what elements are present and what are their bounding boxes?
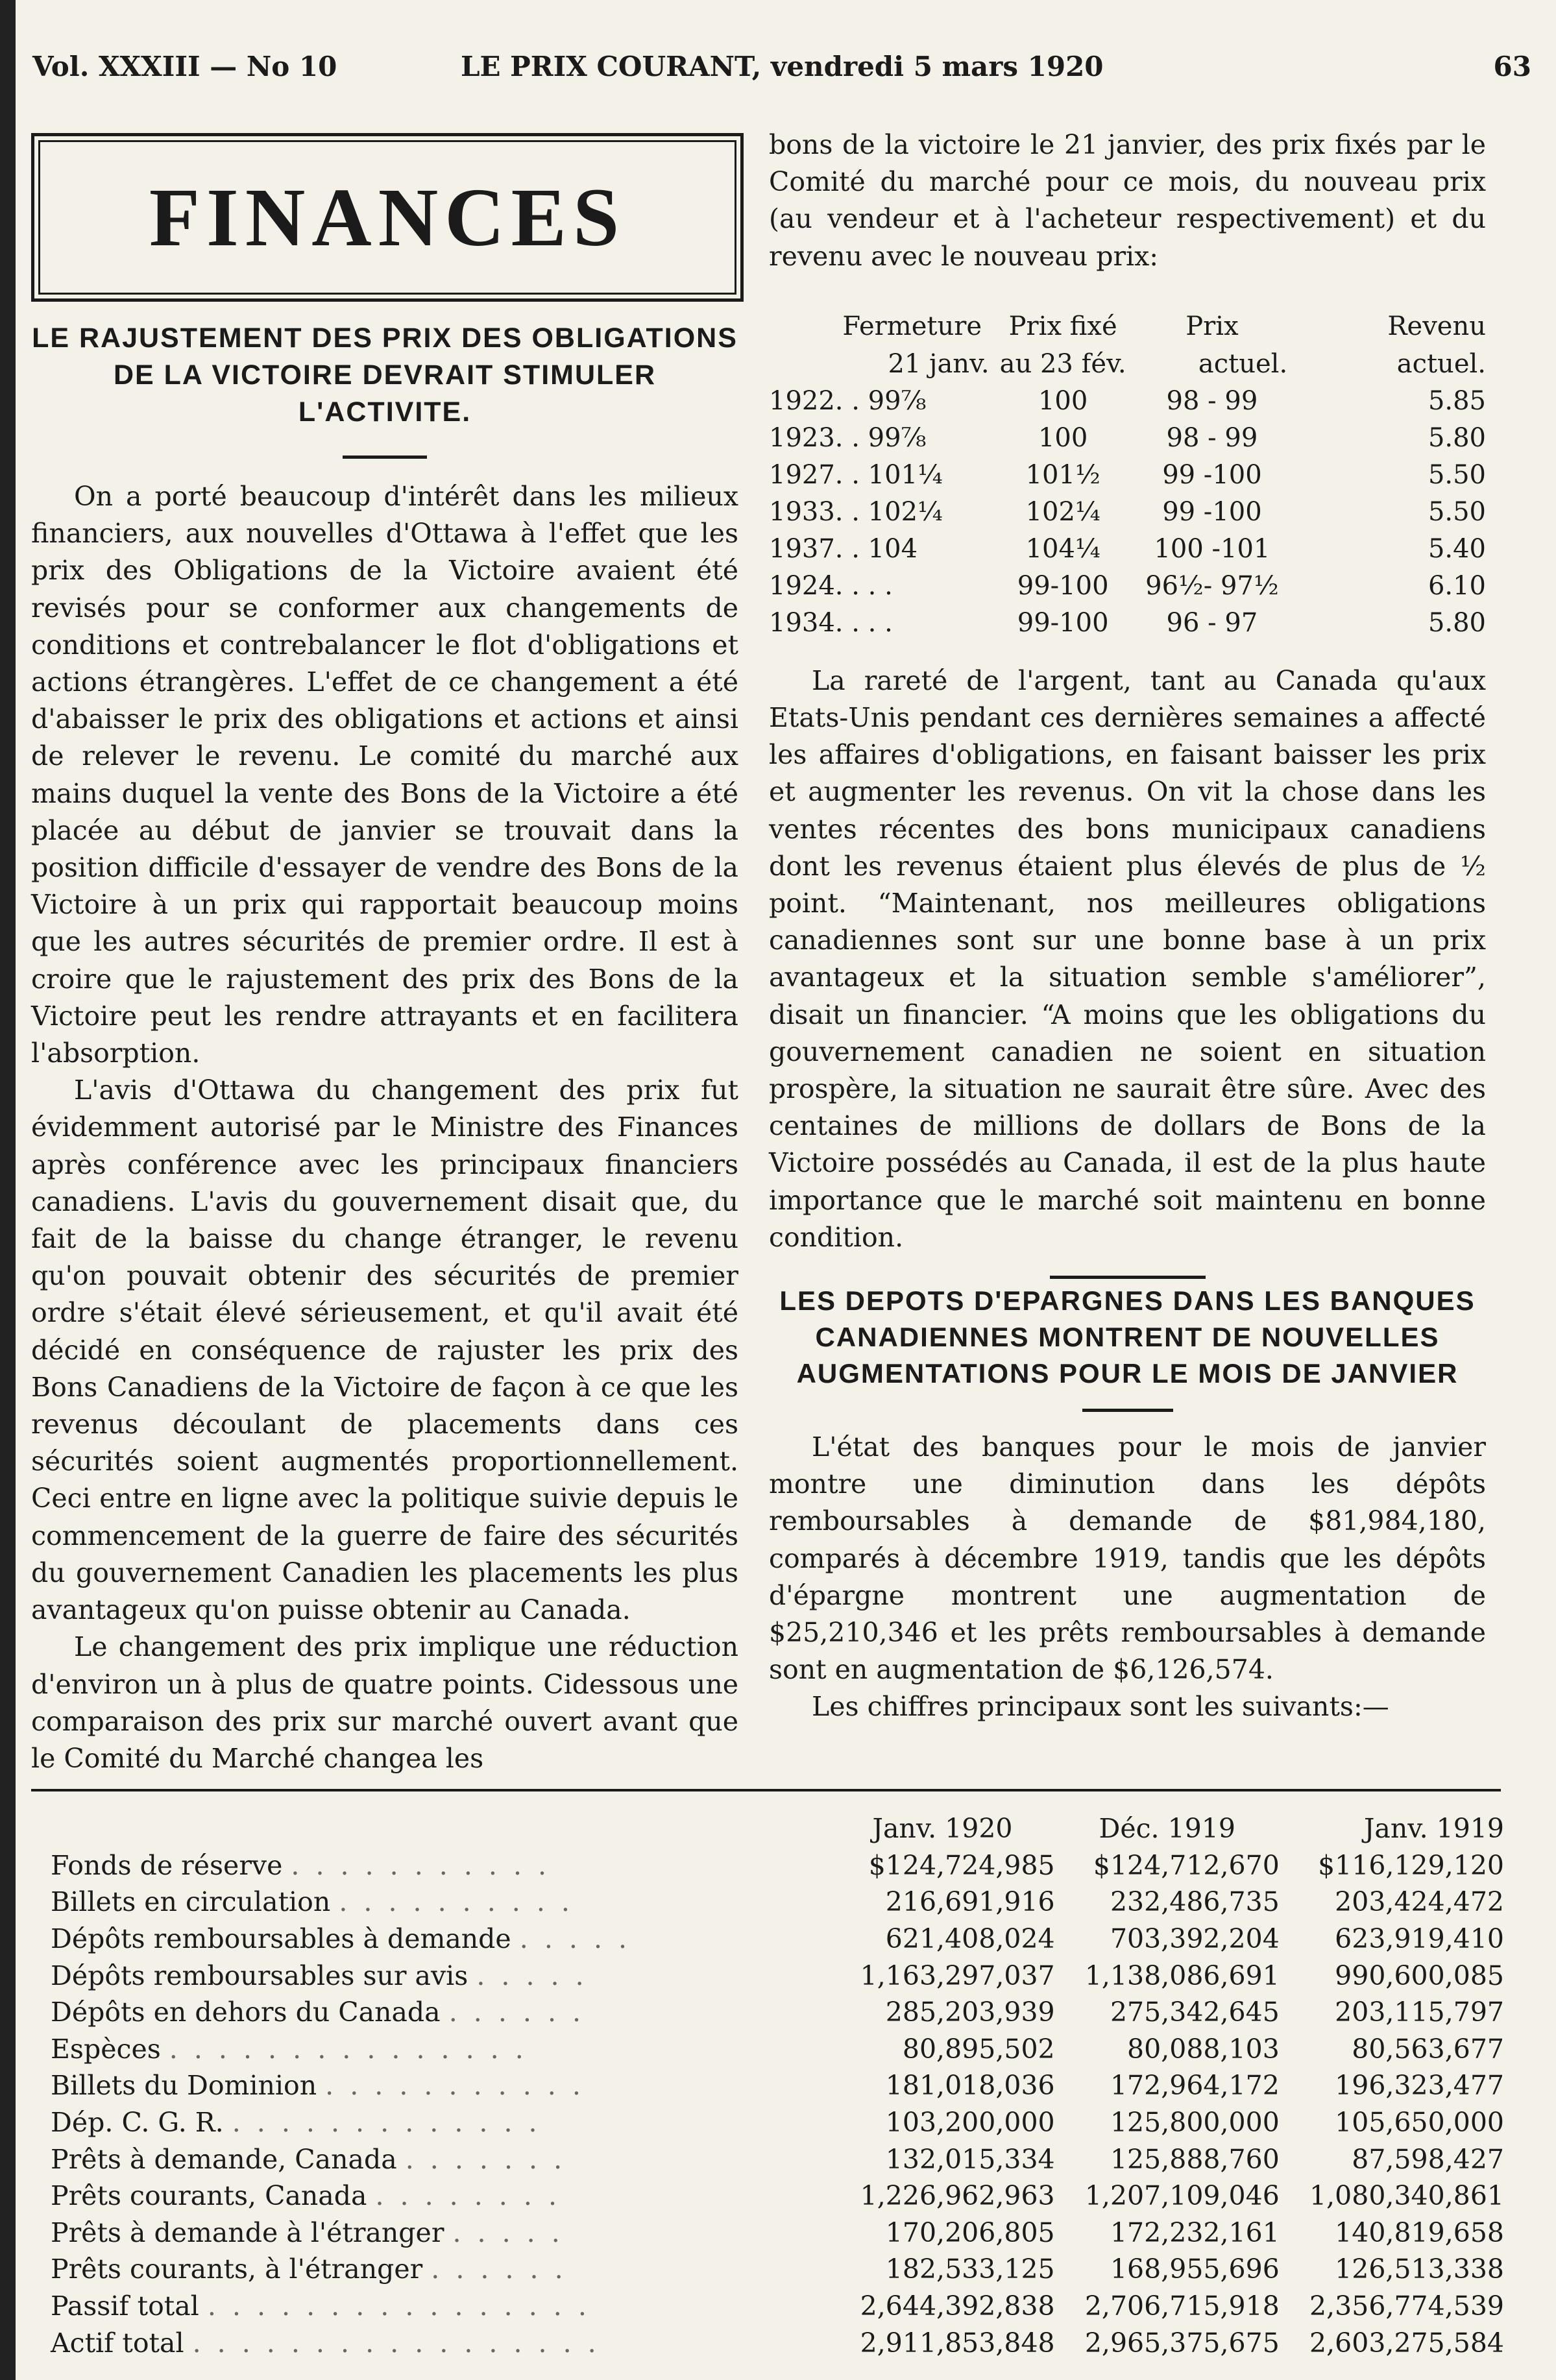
close-price: 101¼ [868,460,943,491]
table-row: Dép. C. G. R. . . . . . . . . . . . . . 103,200,000 125,800,000 105,650,000 [51,2104,1504,2141]
current-price: 100 -101 [1154,534,1270,565]
current-price: 98 - 99 [1166,423,1258,454]
cell-jan-1920: 1,163,297,037 [860,1960,1055,1991]
cell-jan-1919: 203,115,797 [1335,1997,1504,2028]
left-column [31,133,738,1777]
bond-year: 1933 [769,497,835,528]
col-header: Prix fixé [1008,311,1117,341]
section-banner [31,133,744,302]
victory-bond-price-table [769,308,1486,642]
article2-intro: Les chiffres principaux sont les suivants:— [812,1691,1389,1723]
row-label: Billets en circulation [51,1886,331,1918]
cell-jan-1919: 196,323,477 [1335,2070,1504,2102]
article2-paragraph: L'état des banques pour le mois de janvier montre une diminution dans les dépôts remboursables à demande de $81,984,180, comparés à décembre 1919, tandis que les dépôts d'épargne montrent une augmentation de $25,210,346 et les prêts remboursables à demande sont en augmentation de $6,126,574. [769,1431,1486,1686]
table-row [769,568,1486,605]
cell-jan-1919: 105,650,000 [1335,2107,1504,2139]
divider [343,455,427,459]
table-top-rule [31,1789,1501,1791]
table-row [769,457,1486,494]
table-row: Actif total . . . . . . . . . . . . . . . . . 2,911,853,848 2,965,375,675 2,603,275,584 [51,2324,1504,2361]
article1-paragraph: Le changement des prix implique une réduction d'environ un à plus de quatre points. Cidessous une comparaison des prix sur marché ouvert avant que le Comité du Marché changea les [31,1631,738,1774]
row-label: Billets du Dominion [51,2070,317,2102]
close-price: 99⅞ [868,423,927,454]
leader-dots: . . [834,497,860,528]
table-row: Dépôts en dehors du Canada . . . . . . 285,203,939 275,342,645 203,115,797 [51,1994,1504,2031]
cell-dec-1919: 703,392,204 [1110,1923,1280,1955]
publication-title: LE PRIX COURANT, vendredi 5 mars 1920 [461,51,1104,82]
table-row [769,420,1486,457]
cell-jan-1919: 140,819,658 [1335,2216,1504,2248]
row-label: Espèces [51,2033,161,2065]
cell-jan-1920: 2,911,853,848 [860,2327,1055,2359]
leader-dots: . . . . [834,571,893,601]
bond-year: 1934 [769,608,835,638]
current-yield: 5.50 [1428,460,1486,491]
cell-dec-1919: 172,232,161 [1110,2216,1280,2248]
current-price: 96½- 97½ [1145,571,1279,601]
row-label: Prêts à demande, Canada [51,2143,397,2175]
table-row: Espèces . . . . . . . . . . . . . . . 80,895,502 80,088,103 80,563,677 [51,2031,1504,2068]
row-label: Dépôts remboursables sur avis [51,1960,468,1991]
article1-paragraph: L'avis d'Ottawa du changement des prix fut évidemment autorisé par le Ministre des Finances après conférence avec les principaux financiers canadiens. L'avis du gouvernement disait que, du fait de la baisse du change étranger, le revenu qu'on pouvait obtenir des sécurités de premier ordre s'était élevé sérieusement, et qu'il avait été décidé en conséquence de rajuster les prix des Bons Canadiens de la Victoire de façon à ce que les revenus découlant de placements dans ces sécurités soient augmentés proportionnellement. Ceci entre en ligne avec la politique suivie depuis le commencement de la guerre de faire des sécurités du gouvernement Canadien les placements les plus avantageux qu'on puisse obtenir au Canada. [31,1075,738,1626]
cell-dec-1919: 125,888,760 [1110,2143,1280,2175]
leader-dots: . . . . [834,608,893,638]
bond-year: 1937 [769,534,835,565]
table-row: Dépôts remboursables à demande . . . . . 621,408,024 703,392,204 623,919,410 [51,1921,1504,1958]
row-label: Prêts courants, à l'étranger [51,2253,423,2285]
table-row: Billets en circulation . . . . . . . . . . 216,691,916 232,486,735 203,424,472 [51,1884,1504,1921]
cell-jan-1920: 1,226,962,963 [860,2180,1055,2212]
divider [1082,1409,1173,1412]
table-row: Prêts courants, à l'étranger . . . . . . 182,533,125 168,955,696 126,513,338 [51,2251,1504,2288]
cell-dec-1919: 1,138,086,691 [1084,1960,1280,1991]
leader-dots: . . [834,386,860,417]
section-title: FINANCES [149,171,626,263]
cell-jan-1919: 1,080,340,861 [1309,2180,1504,2212]
current-price: 99 -100 [1162,460,1262,491]
bank-statement-table [51,1810,1504,2361]
current-yield: 5.80 [1428,608,1486,638]
article1-closing-paragraph: La rareté de l'argent, tant au Canada qu'aux Etats-Unis pendant ces dernières semaines a affecté les affaires d'obligations, en faisant baisser les prix et augmenter les revenus. On vit la chose dans les ventes récentes des bons municipaux canadiens dont les revenus étaient plus élevés de plus de ½ point. “Maintenant, nos meilleures obligations canadiennes sont sur une bonne base à un prix avantageux et la situation semble s'améliorer”, disait un financier. “A moins que les obligations du gouvernement canadien ne soient en situation prospère, la situation ne saurait être sûre. Avec des centaines de millions de dollars de Bons de la Victoire possédés au Canada, il est de la plus haute importance que le marché soit maintenu en bonne condition. [769,664,1486,1253]
cell-jan-1919: 623,919,410 [1335,1923,1504,1955]
leader-dots: . . [834,423,860,454]
col-header: Prix [1185,311,1239,341]
cell-jan-1919: 87,598,427 [1352,2143,1504,2175]
cell-dec-1919: 275,342,645 [1110,1997,1280,2028]
cell-jan-1920: 80,895,502 [902,2033,1055,2065]
cell-dec-1919: 232,486,735 [1110,1886,1280,1918]
row-label: Prêts à demande à l'étranger [51,2216,444,2248]
cell-jan-1920: 182,533,125 [885,2253,1055,2285]
close-price: 104 [868,534,918,565]
col-subheader: actuel. [1198,348,1288,379]
cell-jan-1920: 132,015,334 [885,2143,1055,2175]
table-row: Prêts à demande à l'étranger . . . . . 170,206,805 172,232,161 140,819,658 [51,2215,1504,2252]
cell-dec-1919: 2,965,375,675 [1084,2327,1280,2359]
cell-jan-1919: 80,563,677 [1352,2033,1504,2065]
cell-dec-1919: 80,088,103 [1127,2033,1280,2065]
row-label: Dép. C. G. R. [51,2107,224,2139]
cell-jan-1920: 621,408,024 [885,1923,1055,1955]
fixed-price: 99-100 [1017,571,1109,601]
fixed-price: 104¼ [1025,534,1100,565]
volume-number: Vol. XXXIII — No 10 [32,51,337,82]
col-subheader: 21 janv. [888,348,990,379]
page-header [32,51,1531,90]
cell-dec-1919: 125,800,000 [1110,2107,1280,2139]
divider [1050,1276,1206,1279]
cell-dec-1919: 1,207,109,046 [1084,2180,1280,2212]
fixed-price: 100 [1038,423,1088,454]
article1-headline: LE RAJUSTEMENT DES PRIX DES OBLIGATIONS DE LA VICTOIRE DEVRAIT STIMULER L'ACTIVITE. [32,322,738,428]
cell-jan-1920: 170,206,805 [885,2216,1055,2248]
table-row [769,605,1486,642]
current-price: 98 - 99 [1166,386,1258,417]
bond-year: 1922 [769,386,835,417]
table-row: Dépôts remboursables sur avis . . . . . 1,163,297,037 1,138,086,691 990,600,085 [51,1957,1504,1994]
cell-jan-1919: 2,356,774,539 [1309,2290,1504,2322]
table-row [769,494,1486,531]
cell-jan-1920: 181,018,036 [885,2070,1055,2102]
table-row: Prêts courants, Canada . . . . . . . . 1,226,962,963 1,207,109,046 1,080,340,861 [51,2178,1504,2215]
fixed-price: 102¼ [1025,497,1100,528]
cell-jan-1920: 285,203,939 [885,1997,1055,2028]
fixed-price: 100 [1038,386,1088,417]
col-header: Déc. 1919 [1099,1813,1235,1845]
row-label: Dépôts en dehors du Canada [51,1997,441,2028]
fixed-price: 101½ [1025,460,1100,491]
close-price: 102¼ [868,497,943,528]
col-header: Janv. 1920 [872,1813,1013,1845]
cell-jan-1920: 2,644,392,838 [860,2290,1055,2322]
fixed-price: 99-100 [1017,608,1109,638]
article1-paragraph: On a porté beaucoup d'intérêt dans les milieux financiers, aux nouvelles d'Ottawa à l'effet que les prix des Obligations de la Victoire avaient été revisés pour se conformer aux changements de conditions et contrebalancer le flot d'obligations et actions étrangères. L'effet de ce changement a été d'abaisser le prix des obligations et actions et ainsi de relever le revenu. Le comité du marché aux mains duquel la vente des Bons de la Victoire a été placée au début de janvier se trouvait dans la position difficile d'essayer de vendre des Bons de la Victoire à un prix qui rapportait beaucoup moins que les autres sécurités de premier ordre. Il est à croire que le rajustement des prix des Bons de la Victoire peut les rendre attrayants et en facilitera l'absorption. [31,481,738,1069]
cell-dec-1919: 168,955,696 [1110,2253,1280,2285]
cell-jan-1919: 2,603,275,584 [1309,2327,1504,2359]
row-label: Actif total [51,2327,184,2359]
row-label: Dépôts remboursables à demande [51,1923,511,1955]
current-price: 99 -100 [1162,497,1262,528]
cell-jan-1919: 990,600,085 [1335,1960,1504,1991]
current-price: 96 - 97 [1166,608,1258,638]
col-header: Janv. 1919 [1364,1813,1504,1845]
current-yield: 5.50 [1428,497,1486,528]
right-column [769,127,1486,1726]
page-number: 63 [1493,51,1531,82]
current-yield: 5.40 [1428,534,1486,565]
cell-jan-1919: $116,129,120 [1318,1849,1504,1881]
col-header: Fermeture [842,311,982,341]
current-yield: 5.85 [1428,386,1486,417]
scan-edge [0,0,16,2380]
cell-jan-1920: $124,724,985 [868,1849,1055,1881]
cell-jan-1919: 203,424,472 [1335,1886,1504,1918]
current-yield: 6.10 [1428,571,1486,601]
col-subheader: actuel. [1396,348,1486,379]
table-row: Billets du Dominion . . . . . . . . . . . 181,018,036 172,964,172 196,323,477 [51,2067,1504,2104]
row-label: Passif total [51,2290,199,2322]
table-row: Passif total . . . . . . . . . . . . . . . . 2,644,392,838 2,706,715,918 2,356,774,539 [51,2288,1504,2325]
cell-dec-1919: 2,706,715,918 [1084,2290,1280,2322]
col-subheader: au 23 fév. [999,348,1126,379]
cell-jan-1920: 103,200,000 [885,2107,1055,2139]
cell-dec-1919: 172,964,172 [1110,2070,1280,2102]
bond-year: 1924 [769,571,835,601]
cell-jan-1919: 126,513,338 [1335,2253,1504,2285]
article1-continuation: bons de la victoire le 21 janvier, des prix fixés par le Comité du marché pour ce mois, du nouveau prix (au vendeur et à l'acheteur respectivement) et du revenu avec le nouveau prix: [769,129,1486,272]
col-header: Revenu [1387,311,1486,341]
table-row [769,531,1486,568]
leader-dots: . . [834,534,860,565]
bond-year: 1923 [769,423,835,454]
row-label: Fonds de réserve [51,1849,283,1881]
current-yield: 5.80 [1428,423,1486,454]
cell-dec-1919: $124,712,670 [1093,1849,1280,1881]
article2-headline: LES DEPOTS D'EPARGNES DANS LES BANQUES CANADIENNES MONTRENT DE NOUVELLES AUGMENTATIONS POUR LE MOIS DE JANVIER [779,1285,1476,1389]
table-row: Fonds de réserve . . . . . . . . . . . $124,724,985 $124,712,670 $116,129,120 [51,1847,1504,1884]
table-row [769,383,1486,420]
cell-jan-1920: 216,691,916 [885,1886,1055,1918]
bond-year: 1927 [769,460,835,491]
close-price: 99⅞ [868,386,927,417]
row-label: Prêts courants, Canada [51,2180,367,2212]
leader-dots: . . [834,460,860,491]
table-row: Prêts à demande, Canada . . . . . . . 132,015,334 125,888,760 87,598,427 [51,2141,1504,2178]
